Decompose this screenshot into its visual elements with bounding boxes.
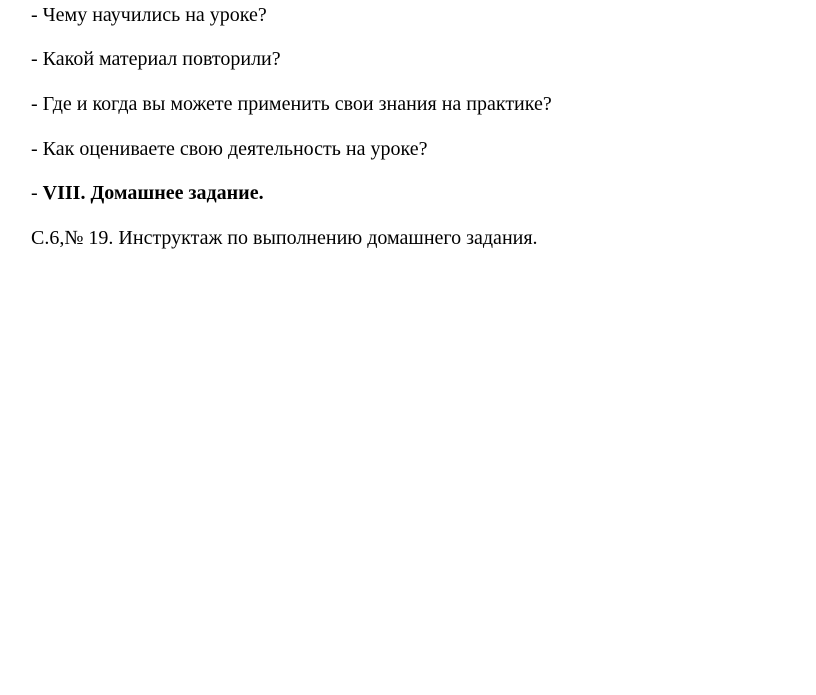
homework-heading-text: VIII. Домашнее задание. xyxy=(42,182,264,204)
question-what-repeated: - Какой материал повторили? xyxy=(31,48,281,70)
question-what-learned: - Чему научились на уроке? xyxy=(31,4,267,26)
question-where-apply: - Где и когда вы можете применить свои знания на практике? xyxy=(31,93,552,115)
question-self-assessment: - Как оцениваете свою деятельность на уроке? xyxy=(31,138,428,160)
homework-heading-prefix: - xyxy=(31,182,43,204)
homework-instructions: С.6,№ 19. Инструктаж по выполнению домашнего задания. xyxy=(31,227,538,249)
homework-heading xyxy=(31,181,264,205)
